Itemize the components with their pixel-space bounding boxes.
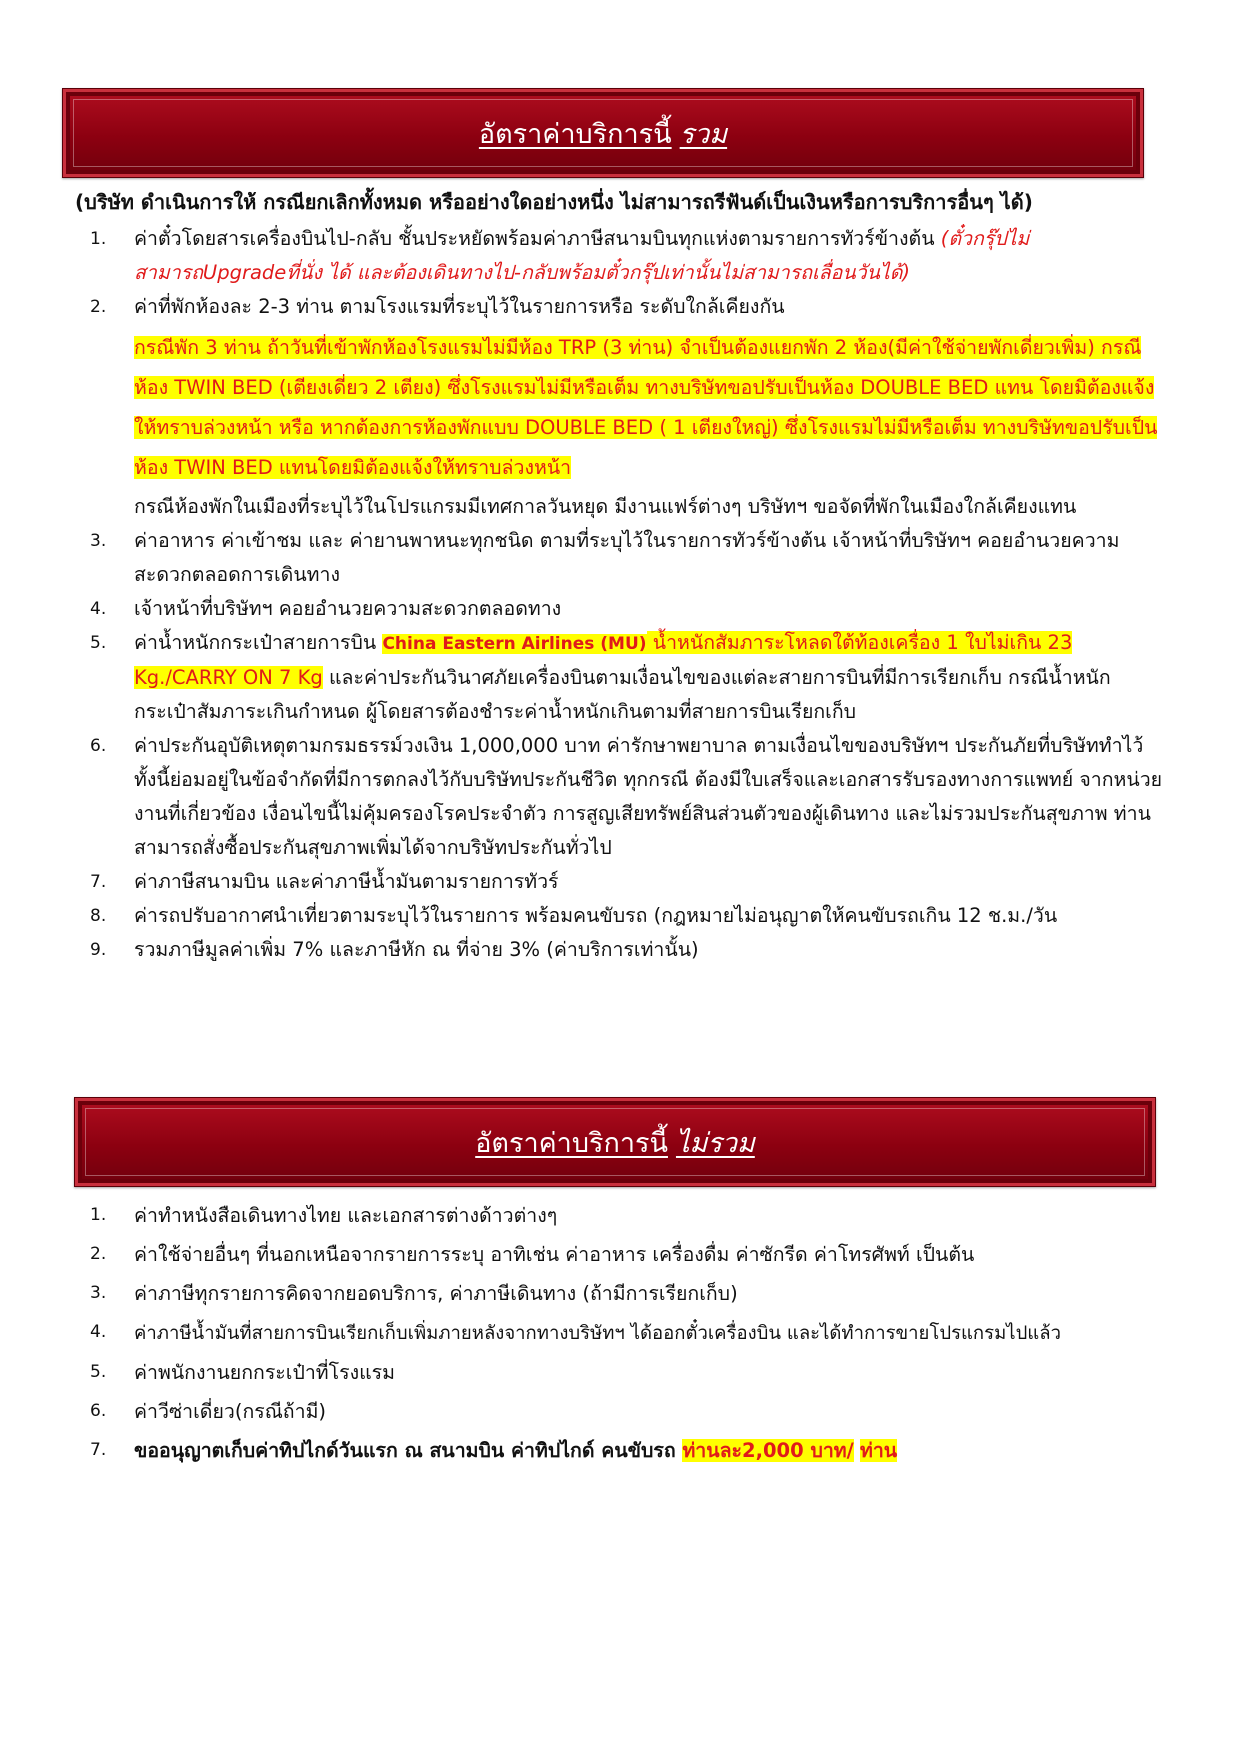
- list-item: 7. ค่าภาษีสนามบิน และค่าภาษีน้ำมันตามรายการทัวร์: [90, 870, 559, 893]
- list-item: 1. ค่าตั๋วโดยสารเครื่องบินไป-กลับ ชั้นประหยัดพร้อมค่าภาษีสนามบินทุกแห่งตามรายการทัวร์ข้างต้น (ตั๋วกรุ๊ปไม่สามารถUpgradeที่นั่ง ได้ และต้องเดินทางไป-กลับพร้อมตั๋วกรุ๊ปเท่านั้นไม่สามารถเลื่อนวันได้): [90, 227, 1030, 284]
- airline-name: China Eastern Airlines (MU): [382, 634, 647, 654]
- includes-note: (บริษัท ดำเนินการให้ กรณียกเลิกทั้งหมด หรืออย่างใดอย่างหนึ่ง ไม่สามารถรีฟันด์เป็นเงินหรือการบริการอื่นๆ ได้): [75, 190, 1033, 214]
- list-item: 5. ค่าพนักงานยกกระเป๋าที่โรงแรม: [90, 1361, 395, 1384]
- baggage-highlight: น้ำหนักสัมภาระโหลดใต้ท้องเครื่อง 1 ใบไม่เกิน 23 Kg./CARRY ON 7 Kg: [134, 631, 1073, 689]
- list-item: 6. ค่าวีซ่าเดี่ยว(กรณีถ้ามี): [90, 1400, 327, 1423]
- list-item: 3. ค่าภาษีทุกรายการคิดจากยอดบริการ, ค่าภาษีเดินทาง (ถ้ามีการเรียกเก็บ): [90, 1282, 738, 1305]
- list-item: 1. ค่าทำหนังสือเดินทางไทย และเอกสารต่างด้าวต่างๆ: [90, 1204, 558, 1227]
- excludes-list: [90, 1196, 1194, 1470]
- list-item: 3. ค่าอาหาร ค่าเข้าชม และ ค่ายานพาหนะทุกชนิด ตามที่ระบุไว้ในรายการทัวร์ข้างต้น เจ้าหน้าที่บริษัทฯ คอยอำนวยความสะดวกตลอดการเดินทาง: [90, 529, 1120, 586]
- list-item: 9. รวมภาษีมูลค่าเพิ่ม 7% และภาษีหัก ณ ที่จ่าย 3% (ค่าบริการเท่านั้น): [90, 938, 699, 961]
- list-item: 6. ค่าประกันอุบัติเหตุตามกรมธรรม์วงเงิน 1,000,000 บาท ค่ารักษาพยาบาล ตามเงื่อนไขของบริษัทฯ ประกันภัยที่บริษัททำไว้ ทั้งนี้ย่อมอยู่ในข้อจำกัดที่มีการตกลงไว้กับบริษัทประกันชีวิต ทุกกรณี ต้องมีใบเสร็จและเอกสารรับรองทางการแพทย์ จากหน่วยงานที่เกี่ยวข้อง เงื่อนไขนี้ไม่คุ้มครองโรคประจำตัว การสูญเสียทรัพย์สินส่วนตัวของผู้เดินทาง และไม่รวมประกันสุขภาพ ท่านสามารถสั่งซื้อประกันสุขภาพเพิ่มได้จากบริษัทประกันทั่วไป: [90, 734, 1163, 859]
- excludes-title: อัตราค่าบริการนี้ ไม่รวม: [475, 1127, 755, 1159]
- tip-highlight: ท่านละ2,000 บาท/: [682, 1439, 854, 1462]
- list-item: 7. ขออนุญาตเก็บค่าทิปไกด์วันแรก ณ สนามบิน ค่าทิปไกด์ คนขับรถ ท่านละ2,000 บาท/ ท่าน: [90, 1439, 898, 1462]
- tip-highlight-unit: ท่าน: [859, 1439, 898, 1462]
- list-item: 4. เจ้าหน้าที่บริษัทฯ คอยอำนวยความสะดวกตลอดทาง: [90, 597, 562, 620]
- list-item: 8. ค่ารถปรับอากาศนำเที่ยวตามระบุไว้ในรายการ พร้อมคนขับรถ (กฎหมายไม่อนุญาตให้คนขับรถเกิน 12 ช.ม./วัน: [90, 904, 1058, 927]
- hotel-note-highlight: กรณีพัก 3 ท่าน ถ้าวันที่เข้าพักห้องโรงแรมไม่มีห้อง TRP (3 ท่าน) จำเป็นต้องแยกพัก 2 ห้อง(มีค่าใช้จ่ายพักเดี่ยวเพิ่ม) กรณีห้อง TWIN BED (เตียงเดี่ยว 2 เตียง) ซึ่งโรงแรมไม่มีหรือเต็ม ทางบริษัทขอปรับเป็นห้อง DOUBLE BED แทน โดยมิต้องแจ้งให้ทราบล่วงหน้า หรือ หากต้องการห้องพักแบบ DOUBLE BED ( 1 เตียงใหญ่) ซึ่งโรงแรมไม่มีหรือเต็ม ทางบริษัทขอปรับเป็นห้อง TWIN BED แทนโดยมิต้องแจ้งให้ทราบล่วงหน้า: [134, 336, 1158, 479]
- includes-banner: [62, 88, 1144, 178]
- includes-title: อัตราค่าบริการนี้ รวม: [478, 118, 728, 150]
- list-item: 2. ค่าใช้จ่ายอื่นๆ ที่นอกเหนือจากรายการระบุ อาทิเช่น ค่าอาหาร เครื่องดื่ม ค่าซักรีด ค่าโทรศัพท์ เป็นต้น: [90, 1243, 975, 1266]
- excludes-banner: [74, 1097, 1156, 1187]
- list-item: 2. ค่าที่พักห้องละ 2-3 ท่าน ตามโรงแรมที่ระบุไว้ในรายการหรือ ระดับใกล้เคียงกัน กรณีพัก 3 ท่าน ถ้าวันที่เข้าพักห้องโรงแรมไม่มีห้อง TRP (3 ท่าน) จำเป็นต้องแยกพัก 2 ห้อง(มีค่าใช้จ่ายพักเดี่ยวเพิ่ม) กรณีห้อง TWIN BED (เตียงเดี่ยว 2 เตียง) ซึ่งโรงแรมไม่มีหรือเต็ม ทางบริษัทขอปรับเป็นห้อง DOUBLE BED แทน โดยมิต้องแจ้งให้ทราบล่วงหน้า หรือ หากต้องการห้องพักแบบ DOUBLE BED ( 1 เตียงใหญ่) ซึ่งโรงแรมไม่มีหรือเต็ม ทางบริษัทขอปรับเป็นห้อง TWIN BED แทนโดยมิต้องแจ้งให้ทราบล่วงหน้า กรณีห้องพักในเมืองที่ระบุไว้ในโปรแกรมมีเทศกาลวันหยุด มีงานแฟร์ต่างๆ บริษัทฯ ขอจัดที่พักในเมืองใกล้เคียงแทน: [90, 295, 1158, 518]
- includes-list: [90, 222, 1168, 967]
- list-item: 4. ค่าภาษีน้ำมันที่สายการบินเรียกเก็บเพิ่มภายหลังจากทางบริษัทฯ ได้ออกตั๋วเครื่องบิน และได้ทำการขายโปรแกรมไปแล้ว: [90, 1322, 1061, 1344]
- list-item: 5. ค่าน้ำหนักกระเป๋าสายการบิน China Eastern Airlines (MU) น้ำหนักสัมภาระโหลดใต้ท้องเครื่อง 1 ใบไม่เกิน 23 Kg./CARRY ON 7 Kg และค่าประกันวินาศภัยเครื่องบินตามเงื่อนไขของแต่ละสายการบินที่มีการเรียกเก็บ กรณีน้ำหนักกระเป๋าสัมภาระเกินกำหนด ผู้โดยสารต้องชำระค่าน้ำหนักเกินตามที่สายการบินเรียกเก็บ: [90, 631, 1111, 723]
